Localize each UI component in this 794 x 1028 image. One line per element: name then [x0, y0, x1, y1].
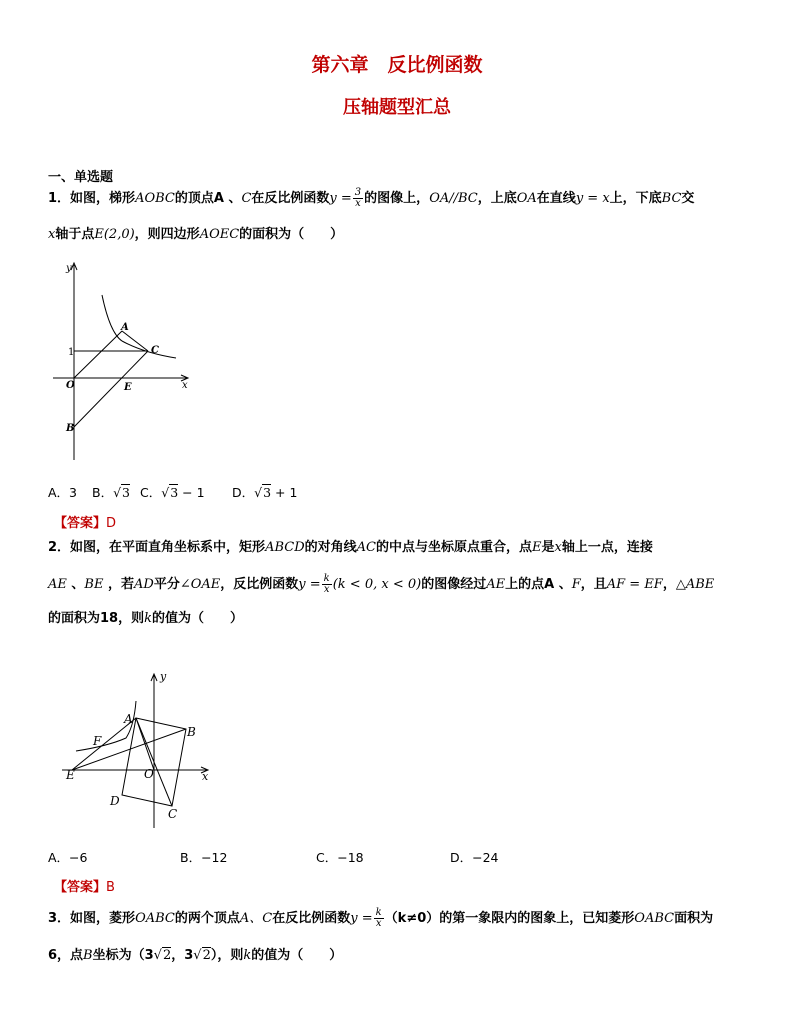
q1-segment-oa — [74, 331, 122, 378]
q1-line2: x轴于点E(2,0)，则四边形AOEC的面积为（ ） — [48, 227, 344, 242]
q1-label-x: x — [182, 380, 188, 391]
chapter-title: 第六章 反比例函数 — [311, 54, 483, 76]
q2-label-y: y — [160, 670, 167, 683]
q2-curve — [76, 701, 136, 751]
q2-label-e: E — [66, 768, 75, 782]
q1-label-e: E — [124, 382, 132, 393]
q1-label-b: B — [66, 423, 75, 434]
q2-label-c: C — [168, 807, 178, 821]
q2-option-a[interactable]: A．−6 — [48, 850, 88, 865]
q1-line1: 1．如图，梯形AOBC的顶点A 、C在反比例函数y = $\frac{3}{x}$ 的图像上，OA//BC，上底OA在直线y = x上，下底BC交 — [48, 187, 695, 209]
q1-option-a[interactable]: A．3 — [48, 485, 78, 500]
q2-segment-be — [72, 729, 186, 770]
q1-label-y: y — [66, 263, 72, 274]
q2-option-d[interactable]: D．−24 — [450, 850, 499, 865]
q2-line2: AE 、BE ，若AD平分∠OAE，反比例函数y = $\frac{k}{x}$ (k < 0, x < 0)的图像经过AE上的点A 、F，且AF = EF，△ABE — [48, 573, 715, 595]
q2-fraction: $\frac{k}{x}$ — [323, 573, 330, 595]
q1-label-1: 1 — [68, 347, 75, 358]
q1-option-c[interactable]: C．√3 − 1 — [140, 485, 205, 500]
page-subtitle: 压轴题型汇总 — [343, 97, 451, 118]
q2-segment-ao — [136, 718, 154, 770]
q1-label-c: C — [151, 345, 159, 356]
q1-figure — [48, 255, 198, 465]
q2-label-x: x — [202, 770, 209, 783]
q2-line1: 2．如图，在平面直角坐标系中，矩形ABCD的对角线AC的中点与坐标原点重合，点E是x轴上一点，连接 — [48, 540, 653, 555]
q2-label-b: B — [187, 725, 196, 739]
q2-label-f: F — [93, 734, 102, 748]
q3-line1: 3．如图，菱形OABC的两个顶点A、C在反比例函数y = $\frac{k}{x}$ （k≠0）的第一象限内的图象上，已知菱形OABC面积为 — [48, 907, 714, 929]
q2-line3: 的面积为18，则k的值为（ ） — [48, 611, 243, 626]
q2-option-c[interactable]: C．−18 — [316, 850, 364, 865]
q1-curve — [102, 295, 176, 358]
q3-line2: 6，点B坐标为（3√2，3√2），则k的值为（ ） — [48, 948, 343, 963]
q2-figure — [60, 666, 220, 831]
q1-label-a: A — [121, 322, 129, 333]
section-heading: 一、单选题 — [48, 170, 114, 185]
q3-fraction: $\frac{k}{x}$ — [375, 907, 382, 929]
q1-label-o: O — [66, 380, 75, 391]
q1-option-b[interactable]: B．√3 — [92, 485, 130, 500]
q2-answer: 【答案】B — [54, 880, 115, 895]
q1-option-d[interactable]: D．√3 + 1 — [232, 485, 298, 500]
q2-label-a: A — [124, 712, 133, 726]
q2-label-o: O — [144, 767, 154, 781]
q2-option-b[interactable]: B．−12 — [180, 850, 228, 865]
q2-label-d: D — [110, 794, 120, 808]
q1-fraction: $\frac{3}{x}$ — [354, 187, 362, 209]
q1-segment-ac — [122, 331, 148, 351]
q1-answer: 【答案】D — [54, 516, 117, 531]
q1-segment-cb — [74, 351, 148, 427]
